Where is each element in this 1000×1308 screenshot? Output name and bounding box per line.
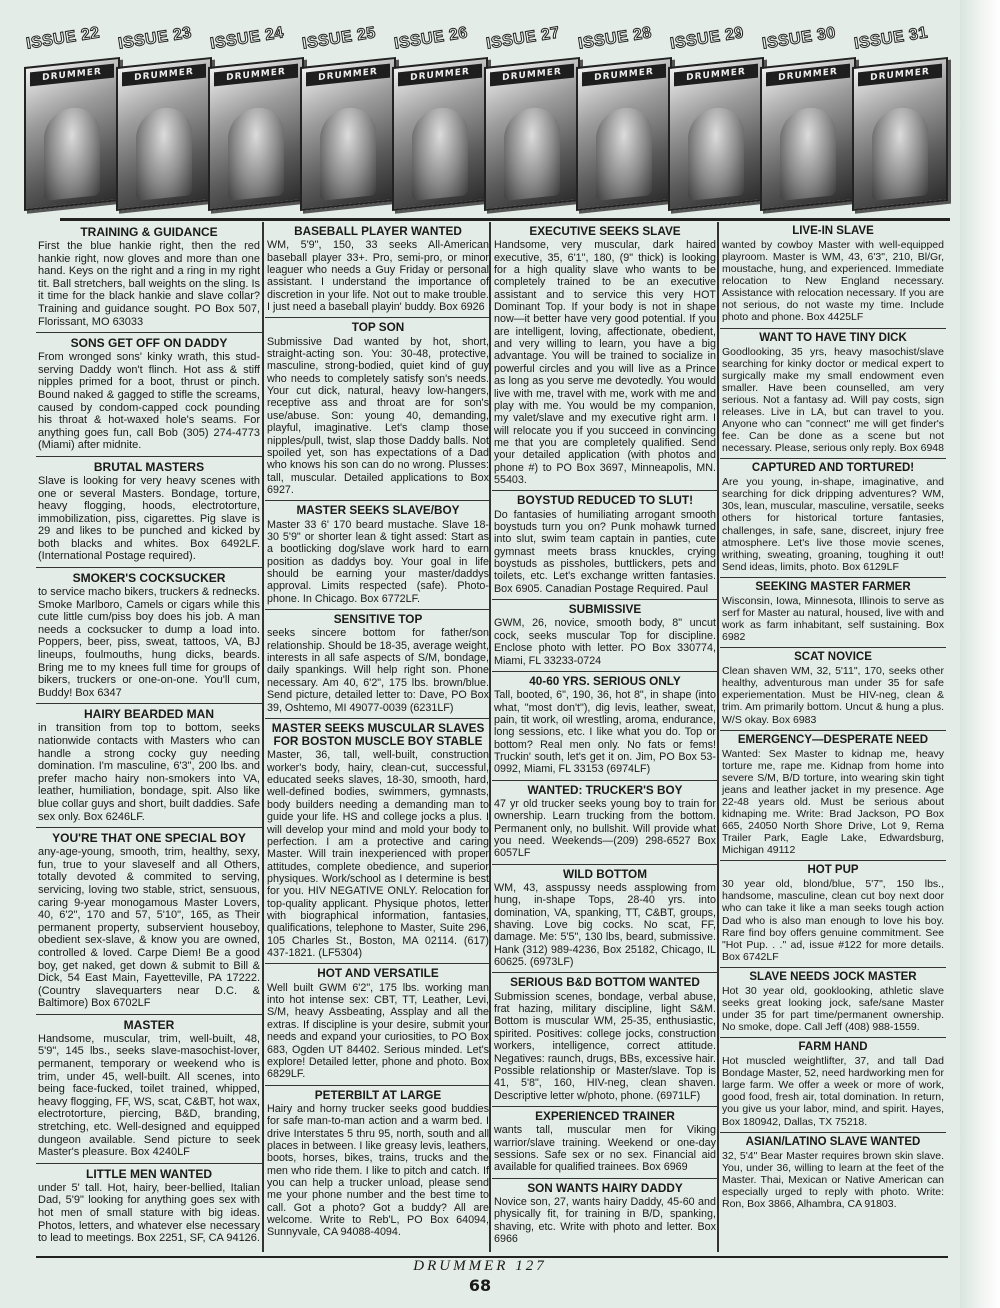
issue-label: ISSUE 22 — [25, 24, 102, 53]
ad-heading: PETERBILT AT LARGE — [314, 1088, 442, 1102]
ad-heading: BASEBALL PLAYER WANTED — [294, 225, 462, 238]
ad-body: Are you young, in-shape, imaginative, and searching for dick dripping adventures? WM, 30s, lean, muscular, masculine, versatile, seeks others for historical torture fantasies, challenges, in safe, sane, discreet, injury free atmosphere. Let's live those movie scenes, writhing, sweating, groaning, toughing it out! Send ideas, limits, photo. Box 6129LF — [722, 476, 944, 573]
classified-ad — [36, 1015, 262, 1164]
ad-heading: BOYSTUD REDUCED TO SLUT! — [516, 494, 694, 508]
classified-ad — [720, 1038, 946, 1132]
ad-body: Hot 30 year old, gooklooking, athletic slave seeks great looking jock, safe/sane Master under 35 for part time/permanent ownership. No smoke, dope. Call Jeff (408) 988-1559. — [722, 984, 944, 1034]
issue-cover — [662, 18, 766, 218]
cover-image — [760, 57, 856, 211]
column-divider — [262, 222, 264, 1252]
classified-ad — [265, 222, 491, 318]
classified-ad — [36, 333, 262, 457]
classified-ad — [265, 610, 491, 719]
classified-ad — [265, 1086, 491, 1243]
cover-photo — [228, 105, 284, 201]
classified-ad — [36, 568, 262, 704]
ad-body: First the blue hankie right, then the red hankie right, now gloves and more than one hand. Keys on the right and a ring in my right tit. Ball stretchers, ball weights on the sling. Is it time for the black hankie and slave collar? Training and guidance sought. PO Box 507, Florissant, MO 63033 — [38, 240, 260, 328]
ad-heading: HOT PUP — [807, 864, 859, 877]
ad-heading: SENSITIVE TOP — [333, 613, 423, 627]
ad-heading: SLAVE NEEDS JOCK MASTER — [749, 970, 917, 983]
ad-heading: TOP SON — [351, 321, 405, 335]
issue-cover — [386, 18, 490, 218]
ad-body: any-age-young, smooth, trim, healthy, sexy, fun, true to your slaveself and all Others, totally devoted & commited to serving, servicing, loving two stable, strict, sensuous, caring 9-year monogamous Master Lovers, 40, 6'2", 170 and 57, 5'10", 165, as Their permanent property, subservient houseboy, obedient sex-slave, & know you are owned, controlled & loved. Carpe Diem! Be a good boy, get naked, get down & submit to Bill & Dick, 54 East Main, Fayetteville, PA 17222. (Country slavequarters near D.C. & Baltimore) Box 6702LF — [38, 846, 260, 1010]
classified-ad — [492, 1179, 718, 1250]
ad-heading: MASTER SEEKS MUSCULAR SLAVES FOR BOSTON MUSCLE BOY STABLE — [271, 721, 485, 749]
issue-label: ISSUE 30 — [761, 24, 838, 53]
issue-label: ISSUE 27 — [485, 24, 562, 53]
back-issue-strip — [18, 18, 948, 218]
ad-heading: SONS GET OFF ON DADDY — [70, 336, 228, 351]
issue-label: ISSUE 26 — [393, 24, 470, 53]
ad-body: wants tall, muscular men for Viking warrior/slave training. Weekend or one-day sessions. Safe sex or no sex. Financial aid available for qualified trainees. Box 6969 — [494, 1124, 716, 1174]
ad-heading: HOT AND VERSATILE — [317, 967, 439, 981]
ad-body: From wronged sons' kinky wrath, this stud-serving Daddy won't flinch. Hot ass & stiff nipples primed for a boot, thrust or pinch. Bound naked & gagged to stifle the screams, caused by condom-capped cock pounding his throat & hot-waxed hole's seams. For anything goes fun, call Bob (305) 274-4773 (Miami) after midnite. — [38, 351, 260, 452]
cover-image — [24, 57, 120, 211]
issue-cover — [570, 18, 674, 218]
magazine-footer-title: DRUMMER 127 — [413, 1258, 547, 1274]
ad-body: Submissive Dad wanted by hot, short, straight-acting son. You: 30-48, protective, masculine, strong-bodied, quiet kind of guy who needs to completely satisfy son's needs. Your cut dick, natural, heavy low-hangers, receptive ass and throat are for son's use/abuse. Son: young 40, demanding, playful, imaginative. Let's clamp those nipples/pull, twist, slap those Daddy balls. Not spoiled yet, son has expectations of a Dad who knows his son can do no wrong. Plusses: tall, muscular. Detailed applications to Box 6927. — [267, 335, 489, 496]
ad-body: Wanted: Sex Master to kidnap me, heavy torture me, rape me. Kidnap from home into severe S/M, B/D torture, into wearing skin tight jeans and leather jacket in my presence. Age 22-48 years old. Must be serious about kidnaping me. Write: Brad Jackson, PO Box 665, 24050 North Shore Drive, Lot 9, Rema Trailer Park, Eagle Lake, Edwardsburg, Michigan 49112 — [722, 747, 944, 857]
ad-heading: SON WANTS HAIRY DADDY — [527, 1181, 683, 1195]
ad-body: Hairy and horny trucker seeks good buddies for safe man-to-man action and a warm bed. I drive Interstates 5 thru 95, north, south and all places in between. I like greasy levis, leathers, boots, horses, bikes, trains, trucks and the men who ride them. I like to pitch and catch. If you can help a trucker unload, please send me your phone number and the best time to call. Got a photo? Got a buddy? All are welcome. Write to Reb'L, PO Box 64094, Sunnyvale, CA 94088-4094. — [267, 1102, 489, 1239]
ad-heading: EXPERIENCED TRAINER — [535, 1109, 675, 1123]
cover-image — [668, 57, 764, 211]
classified-ad — [265, 501, 491, 610]
classified-ad — [720, 648, 946, 730]
cover-image — [576, 57, 672, 211]
classified-ad — [492, 222, 718, 491]
issue-label: ISSUE 24 — [209, 24, 286, 53]
classifieds-column-2 — [265, 222, 491, 1252]
issue-label: ISSUE 23 — [117, 24, 194, 53]
classified-ad — [492, 491, 718, 600]
ad-heading: LITTLE MEN WANTED — [86, 1166, 212, 1181]
cover-masthead: DRUMMER — [858, 64, 942, 87]
ad-heading: BRUTAL MASTERS — [93, 459, 205, 474]
ad-body: seeks sincere bottom for father/son relationship. Should be 18-35, average weight, interests in all safe aspects of S/M, bondage, daily spankings. Will help right son. Phone necessary. Am 40, 6'2", 175 lbs. brown/blue. Send picture, detailed letter to: Dave, PO Box 39, Oshtemo, MI 49077-0039 (6231LF) — [267, 627, 489, 714]
classifieds-column-3 — [492, 222, 718, 1252]
ad-heading: YOU'RE THAT ONE SPECIAL BOY — [52, 831, 246, 846]
issue-cover — [754, 18, 858, 218]
issue-cover — [202, 18, 306, 218]
classified-ad — [720, 731, 946, 862]
classified-ad — [492, 973, 718, 1106]
ad-heading: CAPTURED AND TORTURED! — [751, 462, 915, 475]
page-edge — [960, 0, 1000, 1308]
cover-masthead: DRUMMER — [306, 64, 390, 87]
classified-ad — [720, 578, 946, 648]
classified-ad — [265, 719, 491, 965]
issue-cover — [294, 18, 398, 218]
classified-ad — [36, 457, 262, 568]
cover-photo — [504, 105, 560, 201]
ad-heading: EMERGENCY—DESPERATE NEED — [737, 733, 929, 746]
ad-body: Master 33 6' 170 beard mustache. Slave 18-30 5'9" or shorter lean & tight assed: Start as a bootlicking dog/slave work hard to earn position as daddys boy. Your goal in life should be earning your master/daddys approval. Limits respected (safe). Photo-phone. In Chicago. Box 6772LF. — [267, 518, 489, 605]
ad-body: Wisconsin, Iowa, Minnesota, Illinois to serve as serf for Master au natural, housed, live with and work as farm inhabitant, self sustaining. Box 6982 — [722, 594, 944, 644]
classifieds-column-1 — [36, 222, 262, 1252]
cover-image — [392, 57, 488, 211]
ad-heading: EXECUTIVE SEEKS SLAVE — [529, 225, 681, 238]
ad-heading: TRAINING & GUIDANCE — [80, 225, 218, 239]
cover-masthead: DRUMMER — [122, 64, 206, 87]
ad-body: 47 yr old trucker seeks young boy to train for ownership. Learn trucking from the bottom. Permanent only, no bullshit. Will provide what you need. Weekends—(209) 298-6527 Box 6057LF — [494, 797, 716, 860]
ad-heading: SERIOUS B&D BOTTOM WANTED — [510, 976, 700, 990]
ad-body: 30 year old, blond/blue, 5'7", 150 lbs., handsome, masculine, clean cut boy next door who can take it like a man seeks tough action Dad who is also man enough to love his boy. Rare find boy offers genuine commitment. See "Hot Pup. . ." ad, issue #122 for more details. Box 6742LF — [722, 878, 944, 963]
ad-body: to service macho bikers, truckers & rednecks. Smoke Marlboro, Camels or cigars while this cute little cum/piss boy does his job. A man needs a cocksucker to dump a load into. Poppers, beer, piss, sweat, tattoos, VA, BJ lineups, foulmouths, hung dicks, beards. Bring me to my knees full time for groups of bikers, truckers or one-on-one. You'll cum, Buddy! Box 6347 — [38, 586, 260, 699]
ad-body: Well built GWM 6'2", 175 lbs. working man into hot intense sex: CBT, TT, Leather, Levi, S/M, heavy Assbeating, Assplay and all the extras. If discipline is your desire, submit your needs and expand your curiosities, to PO Box 683, Ogden UT 84402. Serious minded. Let's explore! Detailed letter, phone and photo. Box 6829LF. — [267, 981, 489, 1081]
classified-ad — [720, 222, 946, 329]
classified-ad — [492, 672, 718, 781]
issue-label: ISSUE 25 — [301, 24, 378, 53]
ad-heading: SMOKER'S COCKSUCKER — [72, 571, 226, 586]
cover-photo — [780, 105, 836, 201]
ad-body: Novice son, 27, wants hairy Daddy, 45-60 and physically fit, for training in B/D, spanking, shaving, etc. Write with photo and letter. Box 6966 — [494, 1195, 716, 1245]
ad-heading: WANT TO HAVE TINY DICK — [759, 331, 907, 344]
issue-cover — [18, 18, 122, 218]
ad-heading: MASTER SEEKS SLAVE/BOY — [296, 504, 460, 518]
ad-heading: ASIAN/LATINO SLAVE WANTED — [745, 1135, 921, 1148]
cover-photo — [688, 105, 744, 201]
ad-body: WM, 43, asspussy needs assplowing from hung, in-shape Tops, 28-40 yrs. into domination, VA, spanking, TT, C&BT, groups, shaving. Love big cocks. No scat, FF, damage. Me: 5'5", 130 lbs, beard, submissive. Hank (312) 989-4236, Box 25182, Chicago, IL 60625. (6973LF) — [494, 881, 716, 969]
ad-body: Slave is looking for very heavy scenes with one or several Masters. Bondage, torture, heavy flogging, hoods, electrotorture, immobilization, piss, cigarettes. Pig slave is 29 and likes to be punched and kicked by both blacks and whites. Box 6492LF. (International Postage required). — [38, 474, 260, 563]
classified-ad — [265, 964, 491, 1085]
cover-image — [852, 57, 948, 211]
ad-body: Hot muscled weightlifter, 37, and tall Dad Bondage Master, 52, need hardworking men for large farm. We offer a week or more of work, good food, fresh air, total domination. In return, you give us your labor, mind, and spirit. Hayes, Box 180942, Dallas, TX 75218. — [722, 1055, 944, 1128]
cover-photo — [412, 105, 468, 201]
issue-label: ISSUE 29 — [669, 24, 746, 53]
cover-photo — [320, 105, 376, 201]
ad-heading: SEEKING MASTER FARMER — [755, 580, 911, 593]
ad-body: under 5' tall. Hot, hairy, beer-bellied, Italian Dad, 5'9" looking for anything goes sex with hot men of small stature with big ideas. Photos, letters, and whatever else necessary to lead to meetings. Box 2251, SF, CA 94126. — [38, 1181, 260, 1245]
cover-masthead: DRUMMER — [490, 64, 574, 87]
ad-body: GWM, 26, novice, smooth body, 8" uncut cock, seeks muscular Top for discipline. Enclose photo with letter. PO Box 330774, Miami, FL 33233-0724 — [494, 617, 716, 667]
header-rule — [60, 218, 950, 221]
classified-ad — [492, 781, 718, 865]
cover-photo — [44, 105, 100, 201]
classified-ad — [720, 459, 946, 578]
ad-heading: SUBMISSIVE — [568, 603, 642, 617]
classified-ad — [720, 1133, 946, 1214]
ad-heading: LIVE-IN SLAVE — [792, 225, 874, 237]
ad-body: WM, 5'9", 150, 33 seeks All-American baseball player 33+. Pro, semi-pro, or minor leaguer who needs a Guy Friday or personal assistant. I understand the importance of discretion in your life. Not out to make trouble. I just need a baseball playin' buddy. Box 6926 — [267, 239, 489, 314]
issue-cover — [478, 18, 582, 218]
issue-cover — [846, 18, 950, 218]
cover-masthead: DRUMMER — [766, 64, 850, 87]
ad-body: wanted by cowboy Master with well-equipped playroom. Master is WM, 43, 6'3", 210, Bl/Gr, moustache, hung, and experienced. Immediate relocation to New England necessary. Assistance with relocation necessary. If you are not serious, do not waste my time. Include photo and phone. Box 4425LF — [722, 239, 944, 324]
ad-body: Clean shaven WM, 32, 5'11", 170, seeks other healthy, adventurous man under 35 for safe experiementation. Must be HIV-neg, clean & trim. Am primarily bottom. Uncut & hung a plus. W/S okay. Box 6983 — [722, 665, 944, 726]
ad-body: Submission scenes, bondage, verbal abuse, frat hazing, military discipline, light S&M. Bottom is muscular WM, 25-35, enthusiastic, spirited. Positives: college jocks, construction workers, intelligence, correct attitude. Negatives: raunch, drugs, BBs, excessive hair. Possible relationship or Master/slave. Top is 41, 5'8", 160, HIV-neg, clean shaven. Descriptive letter w/photo, phone. (6971LF) — [494, 990, 716, 1102]
cover-image — [484, 57, 580, 211]
cover-masthead: DRUMMER — [674, 64, 758, 87]
issue-label: ISSUE 31 — [853, 24, 930, 53]
cover-photo — [872, 105, 928, 201]
cover-masthead: DRUMMER — [30, 64, 114, 87]
classified-ad — [36, 704, 262, 828]
page-number: 68 — [468, 1276, 492, 1295]
cover-masthead: DRUMMER — [582, 64, 666, 87]
ad-body: Goodlooking, 35 yrs, heavy masochist/slave searching for kinky doctor or medical expert to surgically make my small endowment even smaller. Have been counselled, am very serious. Not a fantasy ad. Will pay costs, sign releases. Live in LA, but can travel to you. Anyone who can "connect" me will get finder's fee. Can be done as a scene but not necessary. Please, serious only reply. Box 6948 — [722, 345, 944, 455]
ad-body: in transition from top to bottom, seeks nationwide contacts with Masters who can handle a strong cocky guy needing domination. I'm masculine, 6'3", 200 lbs. and prefer macho hairy non-smokers into VA, leather, humiliation, bondage, spit. Also like blue collar guys and short, built daddies. Safe sex only. Box 6246LF. — [38, 722, 260, 823]
issue-label: ISSUE 28 — [577, 24, 654, 53]
cover-masthead: DRUMMER — [214, 64, 298, 87]
ad-heading: WANTED: TRUCKER'S BOY — [527, 783, 683, 797]
classified-ad — [720, 329, 946, 460]
cover-image — [116, 57, 212, 211]
cover-image — [300, 57, 396, 211]
classified-ad — [265, 318, 491, 501]
ad-heading: MASTER — [123, 1017, 175, 1032]
ad-heading: SCAT NOVICE — [794, 651, 872, 664]
classified-ad — [720, 861, 946, 968]
cover-photo — [136, 105, 192, 201]
classifieds-column-4 — [720, 222, 946, 1252]
ad-body: Tall, booted, 6", 190, 36, hot 8", in shape (into what, "most don't"), dig levis, leather, sweat, pain, tit work, oil wrestling, aroma, endurance, long sessions, etc. I like what you do. Top or bottom? Real men only. No fats or fems! Truckin' south, let's get it on. Jim, PO Box 53-0992, Miami, FL 33153 (6974LF) — [494, 689, 716, 776]
cover-image — [208, 57, 304, 211]
ad-body: 32, 5'4" Bear Master requires brown skin slave. You, under 36, willing to learn at the feet of the Master. Thai, Mexican or Native American can especially urged to reply with photo. Write: Ron, Box 3866, Alhambra, CA 91803. — [722, 1149, 944, 1210]
ad-body: Do fantasies of humiliating arrogant smooth boystuds turn you on? Punk mohawk turned into slut, swim team captain in panties, cute gymnast meets brass knuckles, crying boystuds as pissholes, buttlickers, pets and toilets, etc. Let's exchange written fantasies. Box 6905. Canadian Postage Required. Paul — [494, 508, 716, 595]
classified-ad — [36, 1164, 262, 1249]
classified-ad — [720, 968, 946, 1038]
ad-heading: HAIRY BEARDED MAN — [83, 707, 214, 722]
cover-masthead: DRUMMER — [398, 64, 482, 87]
ad-body: Handsome, very muscular, dark haired executive, 35, 6'1", 180, (9" thick) is looking for a high quality slave who wants to be completely trained to be an executive assistant and to service this very HOT Dominant Top. If your body is not in shape now—it better have very good potential. If you are intelligent, loving, affectionate, obedient, and very willing to learn, you have a big advantage. You will be trained to socialize in powerful circles and you will live as a Prince as long as you serve me devotedly. You would live with me, travel with me, work with me and play with me. You would be my companion, my valet/slave and my executive right arm. I will relocate you if you succeed in convincing me that you are completely qualified. Send your detailed application (with photos and phone #) to PO Box 3697, Minneapolis, MN. 55403. — [494, 239, 716, 487]
ad-heading: 40-60 YRS. SERIOUS ONLY — [529, 674, 681, 688]
classified-ad — [492, 1107, 718, 1179]
classified-ad — [492, 865, 718, 974]
ad-body: Handsome, muscular, trim, well-built, 48, 5'9", 145 lbs., seeks slave-masochist-lover, permanent, temporary or weekend who is trim, under 45, well-built. All scenes, into being face-fucked, toilet trained, whipped, heavy flogging, FF, WS, scat, C&BT, hot wax, electrotorture, piercing, B&D, branding, stretching, etc. Well-designed and equipped dungeon available. Send picture to seek Master's pleasure. Box 4240LF — [38, 1032, 260, 1159]
ad-heading: WILD BOTTOM — [563, 867, 647, 881]
classified-ad — [36, 222, 262, 333]
ad-body: Master, 36, tall, well-built, construction worker's body, hairy, clean-cut, successful, educated seeks slaves, 18-30, smooth, hard, well-defined bodies, swimmers, gymnasts, body builders needing a demanding man to guide your life. HS and college jocks a plus. I will develop your mind and mold your body to perfection. I am a protective and caring Master. Will train inexperienced with proper attitudes, complete obedience, and superior physiques. Work/school as I determine is best for you. HIV NEGATIVE ONLY. Relocation for top-quality applicant. Physique photos, letter with biographical information, fantasies, qualifications, telephone to Master, Suite 296, 105 Charles St., Boston, MA 02114. (617) 437-1821. (LF5304) — [267, 749, 489, 960]
ad-heading: FARM HAND — [798, 1041, 868, 1054]
classified-ad — [492, 600, 718, 672]
classified-ad — [36, 828, 262, 1015]
issue-cover — [110, 18, 214, 218]
cover-photo — [596, 105, 652, 201]
